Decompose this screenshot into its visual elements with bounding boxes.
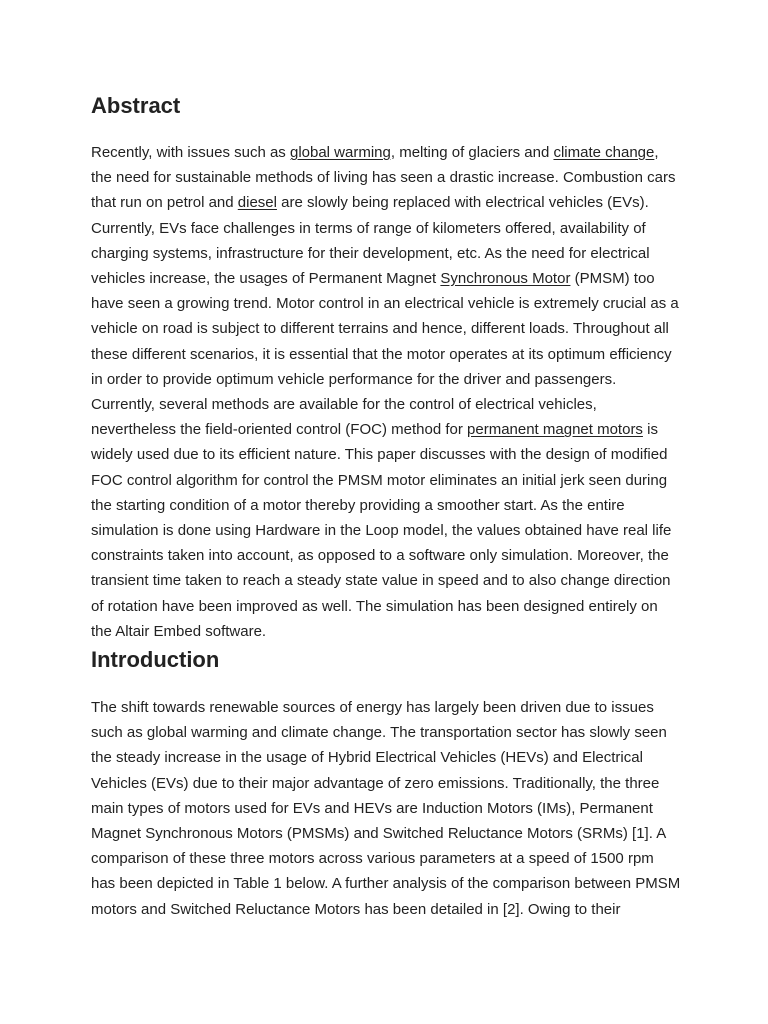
introduction-heading: Introduction: [91, 647, 220, 673]
abstract-paragraph: [91, 140, 681, 644]
link-synchronous-motor[interactable]: Synchronous Motor: [440, 270, 571, 288]
abstract-text: is widely used due to its efficient nature. This paper discusses with the design of modified FOC control algorithm for control the PMSM motor eliminates an initial jerk seen during the starting condition of a motor thereby providing a smoother start. As the entire simulation is done using Hardware in the Loop model, the values obtained have real life constraints taken into account, as opposed to a software only simulation. Moreover, the transient time taken to reach a steady state value in speed and to also change direction of rotation have been improved as well. The simulation has been designed entirely on the Altair Embed software.: [91, 421, 672, 640]
link-permanent-magnet-motors[interactable]: permanent magnet motors: [467, 421, 643, 439]
abstract-text: , the need for sustainable methods of living has seen a drastic increase. Combustion cars that run on petrol and: [91, 144, 676, 212]
document-page: [91, 92, 681, 922]
abstract-text: Recently, with issues such as: [91, 144, 290, 161]
abstract-text: are slowly being replaced with electrical vehicles (EVs). Currently, EVs face challenges in terms of range of kilometers offered, availability of charging systems, infrastructure for their development, etc. As the need for electrical vehicles increase, the usages of Permanent Magnet: [91, 194, 650, 288]
link-diesel[interactable]: diesel: [237, 194, 277, 212]
abstract-text: , melting of glaciers and: [390, 144, 554, 161]
abstract-text: (PMSM) too have seen a growing trend. Motor control in an electrical vehicle is extremely crucial as a vehicle on road is subject to different terrains and hence, different loads. Throughout all these different scenarios, it is essential that the motor operates at its optimum efficiency in order to provide optimum vehicle performance for the driver and passengers. Currently, several methods are available for the control of electrical vehicles, nevertheless the field-oriented control (FOC) method for: [91, 270, 679, 439]
abstract-heading: Abstract: [91, 93, 181, 118]
link-global-warming[interactable]: global warming: [289, 144, 391, 161]
introduction-paragraph: The shift towards renewable sources of energy has largely been driven due to issues such as global warming and climate change. The transportation sector has slowly seen the steady increase in the usage of Hybrid Electrical Vehicles (HEVs) and Electrical Vehicles (EVs) due to their major advantage of zero emissions. Traditionally, the three main types of motors used for EVs and HEVs are Induction Motors (IMs), Permanent Magnet Synchronous Motors (PMSMs) and Switched Reluctance Motors (SRMs) [1]. A comparison of these three motors across various parameters at a speed of 1500 rpm has been depicted in Table 1 below. A further analysis of the comparison between PMSM motors and Switched Reluctance Motors has been detailed in [2]. Owing to their: [91, 699, 681, 918]
link-climate-change[interactable]: climate change: [553, 144, 655, 161]
